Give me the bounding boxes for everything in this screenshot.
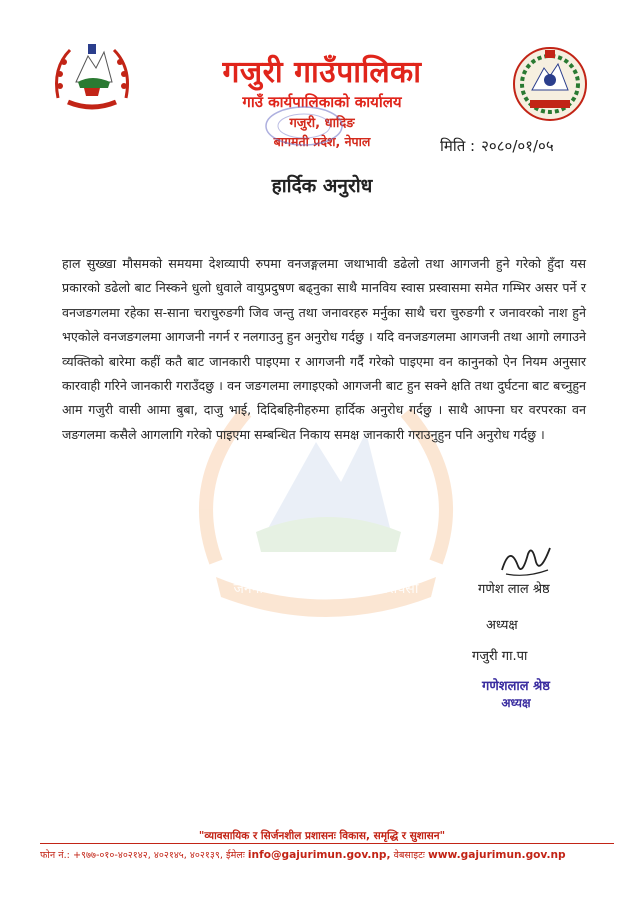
signer-stamp-name: गणेशलाल श्रेष्ठ [482, 679, 550, 694]
email-link[interactable]: info@gajurimun.gov.np, [247, 849, 391, 861]
footer-motto: "व्यावसायिक र सिर्जनशील प्रशासनः विकास, समृद्धि र सुशासन" [198, 830, 446, 842]
signer-name: गणेश लाल श्रेष्ठ [478, 582, 550, 597]
org-name: गजुरी गाउँपालिका [222, 55, 422, 90]
signer-org: गजुरी गा.पा [472, 649, 528, 664]
page-title: हार्दिक अनुरोध [271, 175, 373, 197]
footer-divider [40, 843, 614, 844]
watermark-motto: जननी जन्मभूमिश्च स्वर्गादपि गरीयसी [233, 581, 419, 597]
website-link[interactable]: www.gajurimun.gov.np [427, 849, 566, 861]
municipality-emblem-icon [510, 44, 590, 124]
body-paragraph: हाल सुख्खा मौसमको समयमा देशव्यापी रुपमा वनजङ्गलमा जथाभावी डढेलो तथा आगजनी हुने गरेको हुँदा यस प्रकारको डढेलो बाट निस्कने धुलो धुवाले वायुप्रदुषण बढ्नुका साथै मानविय स्वास प्रस्वासमा समेत गम्भिर असर पर्ने र वनजङगलमा रहेका स-साना चराचुरुङगी जिव जन्तु तथा जनावरहरु मर्नुका साथै चरा चुरुङगी र जनावरको नाश हुने भएकोले वनजङगलमा आगजनी नगर्न र नलगाउनु हुन अनुरोध गर्दछु । यदि वनजङगलमा आगजनी तथा आगो लगाउने व्यक्तिको बारेमा कहीं कतै बाट जानकारी पाइएमा र आगजनी गर्दै गरेको पाइएमा वन कानुनको ऐन नियम अनुसार कारवाही गरिने जानकारी गराउँदछु । वन जङगलमा लगाइएको आगजनी बाट हुन सक्ने क्षति तथा दुर्घटना बाट बच्नुहुन आम गजुरी वासी आमा बुबा, दाजु भाई, दिदिबहिनीहरुमा हार्दिक अनुरोध गर्दछु । साथै आफ्ना घर वरपरका वन जङगलमा कसैले आगलागि गरेको पाइएमा सम्बन्धित निकाय समक्ष जानकारी गराउनुहुन पनि अनुरोध गर्दछु । [62, 256, 586, 442]
district-name: गजुरी, धादिङ [289, 116, 355, 131]
phone-label: फोन नं.: [40, 850, 70, 861]
office-stamp [262, 104, 346, 148]
office-name: गाउँ कार्यपालिकाको कार्यालय [242, 93, 402, 111]
email-label: ईमेलः [225, 850, 245, 861]
date-label: मिति : [440, 137, 476, 155]
phone-value: +९७७-०१०-४०२१४२, ४०२१४५, ४०२१३९, [72, 850, 223, 861]
footer-contact [40, 848, 620, 861]
date-line [440, 136, 554, 156]
signer-post: अध्यक्ष [486, 618, 518, 633]
date-value: २०८०/०१/०५ [481, 137, 554, 155]
signature-mark [496, 540, 556, 582]
signer-stamp-post: अध्यक्ष [501, 696, 531, 710]
province-name: बागमती प्रदेश, नेपाल [273, 134, 371, 149]
web-label: वेबसाइटः [393, 850, 425, 861]
nepal-emblem-icon [48, 38, 136, 116]
